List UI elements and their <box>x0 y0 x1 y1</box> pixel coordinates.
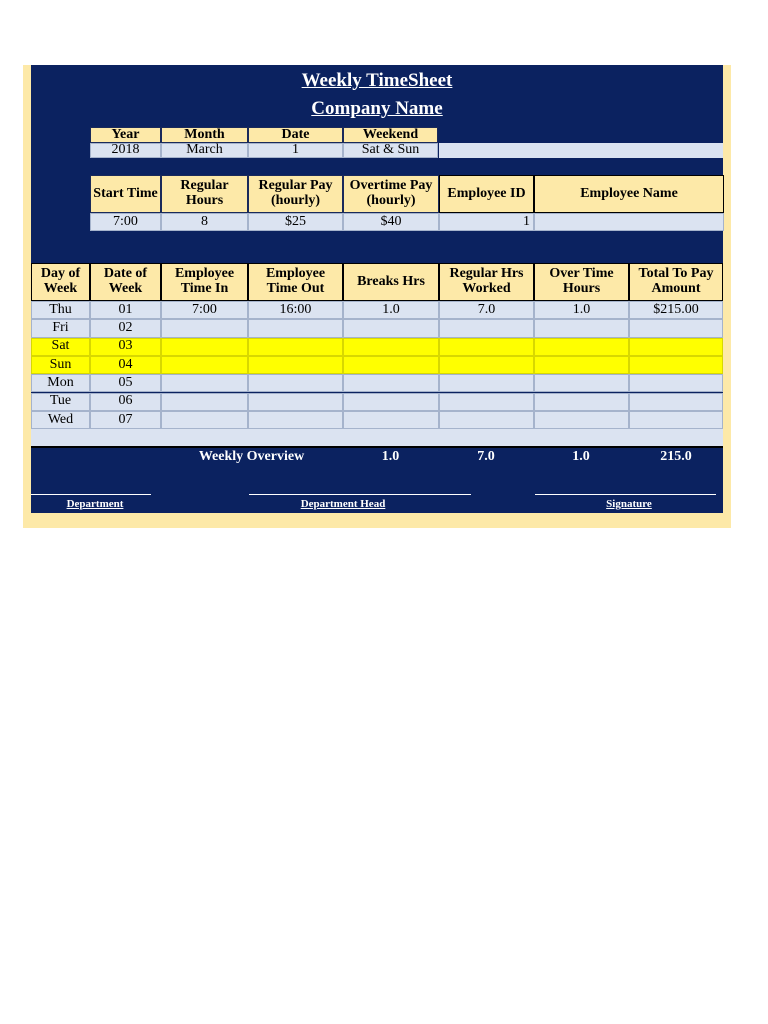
cell-breaks[interactable] <box>343 356 439 374</box>
cell-overtime-hrs[interactable] <box>534 319 629 337</box>
cell-overtime-hrs[interactable] <box>534 411 629 429</box>
info-strip <box>439 143 723 158</box>
department-label: Department <box>66 498 124 510</box>
signature-line[interactable] <box>535 494 716 495</box>
cell-time-in[interactable] <box>161 338 248 356</box>
cell-overtime-hrs[interactable] <box>534 338 629 356</box>
cell-overtime-hrs[interactable] <box>534 374 629 392</box>
cell-breaks[interactable] <box>343 374 439 392</box>
info-value-date[interactable]: 1 <box>248 143 343 158</box>
pay-header-regular-pay: Regular Pay (hourly) <box>248 175 343 213</box>
cell-date: 05 <box>90 374 161 392</box>
cell-regular-hrs[interactable] <box>439 411 534 429</box>
department-head-label: Department Head <box>300 498 386 510</box>
info-header-year: Year <box>90 127 161 143</box>
cell-date: 06 <box>90 393 161 411</box>
pay-header-overtime-pay: Overtime Pay (hourly) <box>343 175 439 213</box>
pay-value-employee-id[interactable]: 1 <box>439 213 534 231</box>
overview-overtime: 1.0 <box>572 449 590 464</box>
cell-time-out[interactable]: 16:00 <box>248 301 343 319</box>
pay-header-start-time: Start Time <box>90 175 161 213</box>
cell-time-out[interactable] <box>248 338 343 356</box>
table-footer-strip <box>31 429 723 446</box>
cell-time-in[interactable] <box>161 319 248 337</box>
pay-value-employee-name[interactable] <box>534 213 724 231</box>
cell-overtime-hrs[interactable] <box>534 393 629 411</box>
col-header-time-out: Employee Time Out <box>248 263 343 301</box>
cell-overtime-hrs[interactable] <box>534 356 629 374</box>
cell-time-in[interactable] <box>161 356 248 374</box>
cell-breaks[interactable] <box>343 319 439 337</box>
col-header-overtime-hrs: Over Time Hours <box>534 263 629 301</box>
cell-time-out[interactable] <box>248 374 343 392</box>
cell-day: Mon <box>31 374 90 392</box>
cell-breaks[interactable] <box>343 411 439 429</box>
cell-time-out[interactable] <box>248 411 343 429</box>
weekly-overview-label: Weekly Overview <box>198 449 305 464</box>
cell-day: Thu <box>31 301 90 319</box>
cell-total-pay[interactable] <box>629 374 723 392</box>
cell-day: Sat <box>31 338 90 356</box>
col-header-total-pay: Total To Pay Amount <box>629 263 723 301</box>
cell-total-pay[interactable]: $215.00 <box>629 301 723 319</box>
cell-breaks[interactable] <box>343 338 439 356</box>
cell-time-out[interactable] <box>248 393 343 411</box>
divider <box>31 446 723 448</box>
cell-time-out[interactable] <box>248 319 343 337</box>
cell-total-pay[interactable] <box>629 356 723 374</box>
info-header-month: Month <box>161 127 248 143</box>
cell-date: 04 <box>90 356 161 374</box>
info-header-date: Date <box>248 127 343 143</box>
department-head-line[interactable] <box>249 494 471 495</box>
company-name[interactable]: Company Name <box>311 98 443 119</box>
pay-value-overtime-pay[interactable]: $40 <box>343 213 439 231</box>
cell-breaks[interactable]: 1.0 <box>343 301 439 319</box>
cell-time-out[interactable] <box>248 356 343 374</box>
cell-breaks[interactable] <box>343 393 439 411</box>
overview-total: 215.0 <box>660 449 692 464</box>
pay-header-employee-name: Employee Name <box>534 175 724 213</box>
cell-regular-hrs[interactable] <box>439 356 534 374</box>
info-value-month[interactable]: March <box>161 143 248 158</box>
cell-total-pay[interactable] <box>629 338 723 356</box>
cell-regular-hrs[interactable] <box>439 393 534 411</box>
cell-time-in[interactable] <box>161 393 248 411</box>
cell-time-in[interactable] <box>161 411 248 429</box>
sheet-title: Weekly TimeSheet <box>301 70 453 91</box>
cell-day: Fri <box>31 319 90 337</box>
cell-total-pay[interactable] <box>629 411 723 429</box>
overview-regular: 7.0 <box>477 449 495 464</box>
cell-time-in[interactable] <box>161 374 248 392</box>
pay-header-employee-id: Employee ID <box>439 175 534 213</box>
info-value-year[interactable]: 2018 <box>90 143 161 158</box>
cell-date: 07 <box>90 411 161 429</box>
col-header-day: Day of Week <box>31 263 90 301</box>
cell-date: 01 <box>90 301 161 319</box>
cell-regular-hrs[interactable] <box>439 374 534 392</box>
cell-day: Wed <box>31 411 90 429</box>
cell-regular-hrs[interactable] <box>439 338 534 356</box>
cell-date: 02 <box>90 319 161 337</box>
cell-total-pay[interactable] <box>629 319 723 337</box>
pay-header-regular-hours: Regular Hours <box>161 175 248 213</box>
cell-overtime-hrs[interactable]: 1.0 <box>534 301 629 319</box>
signature-label: Signature <box>606 498 652 510</box>
cell-date: 03 <box>90 338 161 356</box>
col-header-breaks: Breaks Hrs <box>343 263 439 301</box>
info-header-weekend: Weekend <box>343 127 438 143</box>
pay-value-start-time[interactable]: 7:00 <box>90 213 161 231</box>
col-header-time-in: Employee Time In <box>161 263 248 301</box>
cell-day: Tue <box>31 393 90 411</box>
cell-total-pay[interactable] <box>629 393 723 411</box>
info-value-weekend[interactable]: Sat & Sun <box>343 143 438 158</box>
department-line[interactable] <box>31 494 151 495</box>
col-header-regular-hrs: Regular Hrs Worked <box>439 263 534 301</box>
pay-value-regular-pay[interactable]: $25 <box>248 213 343 231</box>
cell-regular-hrs[interactable] <box>439 319 534 337</box>
pay-value-regular-hours[interactable]: 8 <box>161 213 248 231</box>
overview-breaks: 1.0 <box>381 449 400 464</box>
cell-time-in[interactable]: 7:00 <box>161 301 248 319</box>
cell-day: Sun <box>31 356 90 374</box>
cell-regular-hrs[interactable]: 7.0 <box>439 301 534 319</box>
col-header-date: Date of Week <box>90 263 161 301</box>
